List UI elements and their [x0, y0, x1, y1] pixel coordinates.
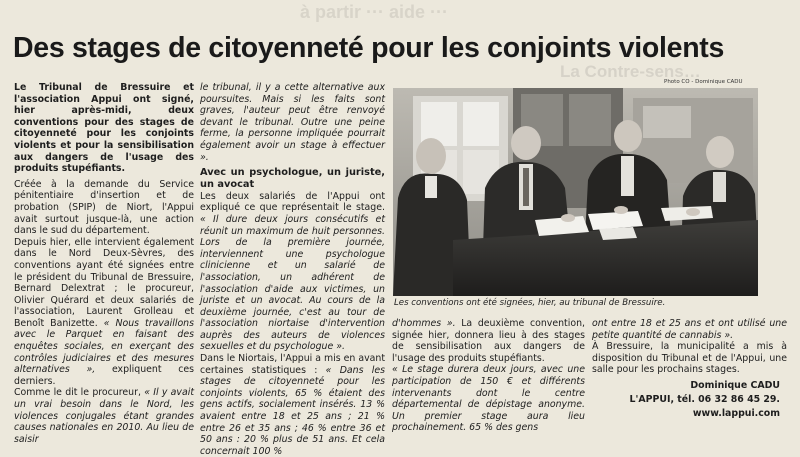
website-link[interactable]: www.lappui.com	[692, 408, 780, 419]
photo-caption: Les conventions ont été signées, hier, au tribunal de Bressuire.	[394, 298, 666, 308]
article-photo	[393, 88, 758, 296]
text-span: La deuxième convention, signée hier, donnera lieu à des stages de sensibilisation aux dangers de l'usage des produits stupéfiants.	[392, 318, 585, 364]
section-subhead: Avec un psychologue, un juriste, un avocat	[200, 167, 385, 190]
article-column-3	[392, 318, 585, 434]
article-column-2	[200, 82, 385, 457]
paragraph	[200, 353, 385, 457]
article-headline: Des stages de citoyenneté pour les conjoints violents	[13, 32, 725, 64]
paragraph	[14, 237, 194, 388]
photo-illustration	[393, 88, 758, 296]
text-span: Comme le dit le procureur,	[14, 387, 145, 399]
paragraph	[200, 191, 385, 353]
quote-span: « Dans les stages de citoyenneté pour les conjoints violents, 65 % étaient des gens actifs, socialement insérés. 13 % avaient entre 18 et 25 ans ; 21 % entre 26 et 35 ans ; 46 % entre 36 et 50 ans : 20 % plus de 51 ans. Et cela concernait 100 %	[200, 364, 385, 457]
paragraph: Créée à la demande du Service pénitentiaire d'insertion et de probation (SPIP) de Niort, l'Appui avait surtout jusque-là, une action dans le sud du département.	[14, 178, 194, 237]
article-column-4	[592, 318, 787, 376]
paragraph: À Bressuire, la municipalité a mis à disposition du Tribunal et de l'Appui, une salle pour les prochains stages.	[592, 341, 787, 376]
bleed-through-text-2: La Contre-sens…	[560, 62, 701, 81]
text-span: Depuis hier, elle intervient également dans le Nord Deux-Sèvres, des conventions ayant été signées entre le président du Tribunal de Bressuire, Bernard Delextrat ; le procureur, Olivier Quérard et deux salariés de l'association, Laurent Grolleau et Benoît Banizette.	[14, 236, 194, 329]
paragraph: ont entre 18 et 25 ans et ont utilisé une petite quantité de cannabis ».	[592, 318, 787, 341]
text-span: Dans le Niortais, l'Appui a mis en avant certaines statistiques :	[200, 353, 385, 376]
paragraph	[392, 318, 585, 364]
text-span: expliquent ces derniers.	[14, 364, 195, 387]
paragraph: le tribunal, il y a cette alternative aux poursuites. Mais si les faits sont graves, l'auteur peut être renvoyé devant le tribunal. Outre une peine ferme, la personne impliquée pourrait également avoir un stage à effectuer ».	[200, 82, 385, 163]
contact-line: L'APPUI, tél. 06 32 86 45 29.	[629, 394, 780, 405]
paragraph	[14, 387, 194, 445]
paragraph: « Le stage durera deux jours, avec une participation de 150 € et différents intervenants dont le centre départemental de dépistage anonyme. Un premier stage aura lieu prochainement. 65 % des gens	[392, 364, 585, 434]
bleed-through-text: à partir ··· aide ···	[300, 2, 449, 22]
quote-span: d'hommes ».	[392, 318, 456, 329]
quote-span: « Il dure deux jours consécutifs et réunit un maximum de huit personnes. Lors de la première journée, interviennent une psychologue clinicienne et un salarié de l'association, un adhérent de l'association d'aide aux victimes, un juriste et un avocat. Au cours de la deuxième journée, c'est au tour de l'association niortaise d'intervention auprès des auteurs de violences sexuelles et du psychologue ».	[200, 213, 385, 353]
text-span: Les deux salariés de l'Appui ont expliqué ce que représentait le stage.	[200, 190, 385, 214]
lead-paragraph: Le Tribunal de Bressuire et l'association Appui ont signé, hier après-midi, deux conventions pour des stages de citoyenneté pour les conjoints violents et pour la sensibilisation aux dangers de l'usage des produits stupéfiants.	[14, 82, 194, 175]
quote-span: « Nous travaillons avec le Parquet en faisant des enquêtes sociales, en exerçant des contrôles judiciaires et des mesures alternatives »,	[14, 317, 194, 376]
photo-credit: Photo CO - Dominique CADU	[664, 79, 743, 85]
author-signature: Dominique CADU	[690, 380, 780, 391]
quote-span: « Il y avait un vrai besoin dans le Nord, les violences conjugales étant grandes causes nationales en 2010. Au lieu de saisir	[14, 387, 194, 445]
article-column-1	[14, 82, 194, 445]
